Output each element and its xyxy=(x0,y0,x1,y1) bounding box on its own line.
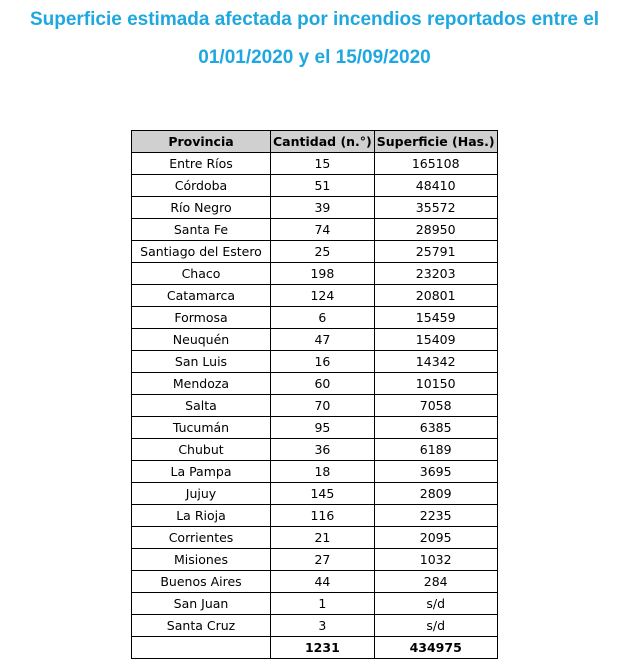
cell-cantidad: 74 xyxy=(271,219,375,241)
table-row xyxy=(132,263,498,285)
table-row xyxy=(132,439,498,461)
fires-table xyxy=(131,130,498,659)
table-row xyxy=(132,593,498,615)
total-cantidad: 1231 xyxy=(271,637,375,659)
cell-cantidad: 6 xyxy=(271,307,375,329)
cell-provincia: Catamarca xyxy=(132,285,271,307)
table-row xyxy=(132,153,498,175)
cell-cantidad: 116 xyxy=(271,505,375,527)
cell-superficie: 23203 xyxy=(374,263,497,285)
cell-superficie: 28950 xyxy=(374,219,497,241)
cell-cantidad: 70 xyxy=(271,395,375,417)
table-row xyxy=(132,197,498,219)
cell-provincia: Tucumán xyxy=(132,417,271,439)
table-row xyxy=(132,615,498,637)
table-row xyxy=(132,219,498,241)
cell-superficie: 35572 xyxy=(374,197,497,219)
cell-provincia: La Rioja xyxy=(132,505,271,527)
cell-superficie: 14342 xyxy=(374,351,497,373)
cell-provincia: Córdoba xyxy=(132,175,271,197)
cell-superficie: 3695 xyxy=(374,461,497,483)
table-row xyxy=(132,241,498,263)
table-body xyxy=(132,153,498,659)
table-row xyxy=(132,351,498,373)
cell-cantidad: 39 xyxy=(271,197,375,219)
header-provincia: Provincia xyxy=(132,131,271,153)
table-row xyxy=(132,417,498,439)
table-row xyxy=(132,483,498,505)
cell-provincia: Entre Ríos xyxy=(132,153,271,175)
cell-provincia: Salta xyxy=(132,395,271,417)
cell-provincia: La Pampa xyxy=(132,461,271,483)
table-row xyxy=(132,373,498,395)
cell-superficie: 25791 xyxy=(374,241,497,263)
cell-cantidad: 1 xyxy=(271,593,375,615)
cell-cantidad: 21 xyxy=(271,527,375,549)
cell-superficie: 15459 xyxy=(374,307,497,329)
cell-superficie: 10150 xyxy=(374,373,497,395)
cell-superficie: 6385 xyxy=(374,417,497,439)
cell-provincia: Jujuy xyxy=(132,483,271,505)
cell-cantidad: 36 xyxy=(271,439,375,461)
cell-provincia: San Luis xyxy=(132,351,271,373)
cell-provincia: Buenos Aires xyxy=(132,571,271,593)
table-row xyxy=(132,395,498,417)
total-label xyxy=(132,637,271,659)
cell-provincia: Santa Fe xyxy=(132,219,271,241)
table-row xyxy=(132,329,498,351)
cell-provincia: San Juan xyxy=(132,593,271,615)
table-row xyxy=(132,527,498,549)
cell-superficie: 1032 xyxy=(374,549,497,571)
page-title xyxy=(0,4,629,74)
cell-superficie: 20801 xyxy=(374,285,497,307)
cell-provincia: Corrientes xyxy=(132,527,271,549)
title-line-2: 01/01/2020 y el 15/09/2020 xyxy=(198,47,431,68)
cell-provincia: Neuquén xyxy=(132,329,271,351)
cell-cantidad: 27 xyxy=(271,549,375,571)
cell-cantidad: 25 xyxy=(271,241,375,263)
cell-cantidad: 16 xyxy=(271,351,375,373)
cell-cantidad: 95 xyxy=(271,417,375,439)
cell-cantidad: 145 xyxy=(271,483,375,505)
cell-superficie: 15409 xyxy=(374,329,497,351)
cell-provincia: Mendoza xyxy=(132,373,271,395)
table-row xyxy=(132,571,498,593)
cell-cantidad: 3 xyxy=(271,615,375,637)
cell-provincia: Santa Cruz xyxy=(132,615,271,637)
cell-provincia: Santiago del Estero xyxy=(132,241,271,263)
header-superficie: Superficie (Has.) xyxy=(374,131,497,153)
cell-superficie: 284 xyxy=(374,571,497,593)
header-cantidad: Cantidad (n.°) xyxy=(271,131,375,153)
table-row xyxy=(132,307,498,329)
cell-superficie: 2235 xyxy=(374,505,497,527)
cell-cantidad: 198 xyxy=(271,263,375,285)
cell-provincia: Río Negro xyxy=(132,197,271,219)
cell-superficie: s/d xyxy=(374,615,497,637)
cell-superficie: s/d xyxy=(374,593,497,615)
cell-provincia: Misiones xyxy=(132,549,271,571)
table-row xyxy=(132,285,498,307)
cell-provincia: Chaco xyxy=(132,263,271,285)
cell-cantidad: 51 xyxy=(271,175,375,197)
cell-provincia: Formosa xyxy=(132,307,271,329)
cell-cantidad: 15 xyxy=(271,153,375,175)
cell-cantidad: 60 xyxy=(271,373,375,395)
table-row xyxy=(132,461,498,483)
cell-superficie: 6189 xyxy=(374,439,497,461)
table-header-row xyxy=(132,131,498,153)
cell-cantidad: 44 xyxy=(271,571,375,593)
cell-superficie: 7058 xyxy=(374,395,497,417)
title-line-1: Superficie estimada afectada por incendios reportados entre el xyxy=(29,9,600,30)
cell-superficie: 165108 xyxy=(374,153,497,175)
total-superficie: 434975 xyxy=(374,637,497,659)
cell-superficie: 2809 xyxy=(374,483,497,505)
cell-cantidad: 47 xyxy=(271,329,375,351)
cell-cantidad: 124 xyxy=(271,285,375,307)
table-row xyxy=(132,549,498,571)
cell-superficie: 48410 xyxy=(374,175,497,197)
cell-provincia: Chubut xyxy=(132,439,271,461)
table-total-row xyxy=(132,637,498,659)
cell-cantidad: 18 xyxy=(271,461,375,483)
table-row xyxy=(132,175,498,197)
cell-superficie: 2095 xyxy=(374,527,497,549)
table-row xyxy=(132,505,498,527)
